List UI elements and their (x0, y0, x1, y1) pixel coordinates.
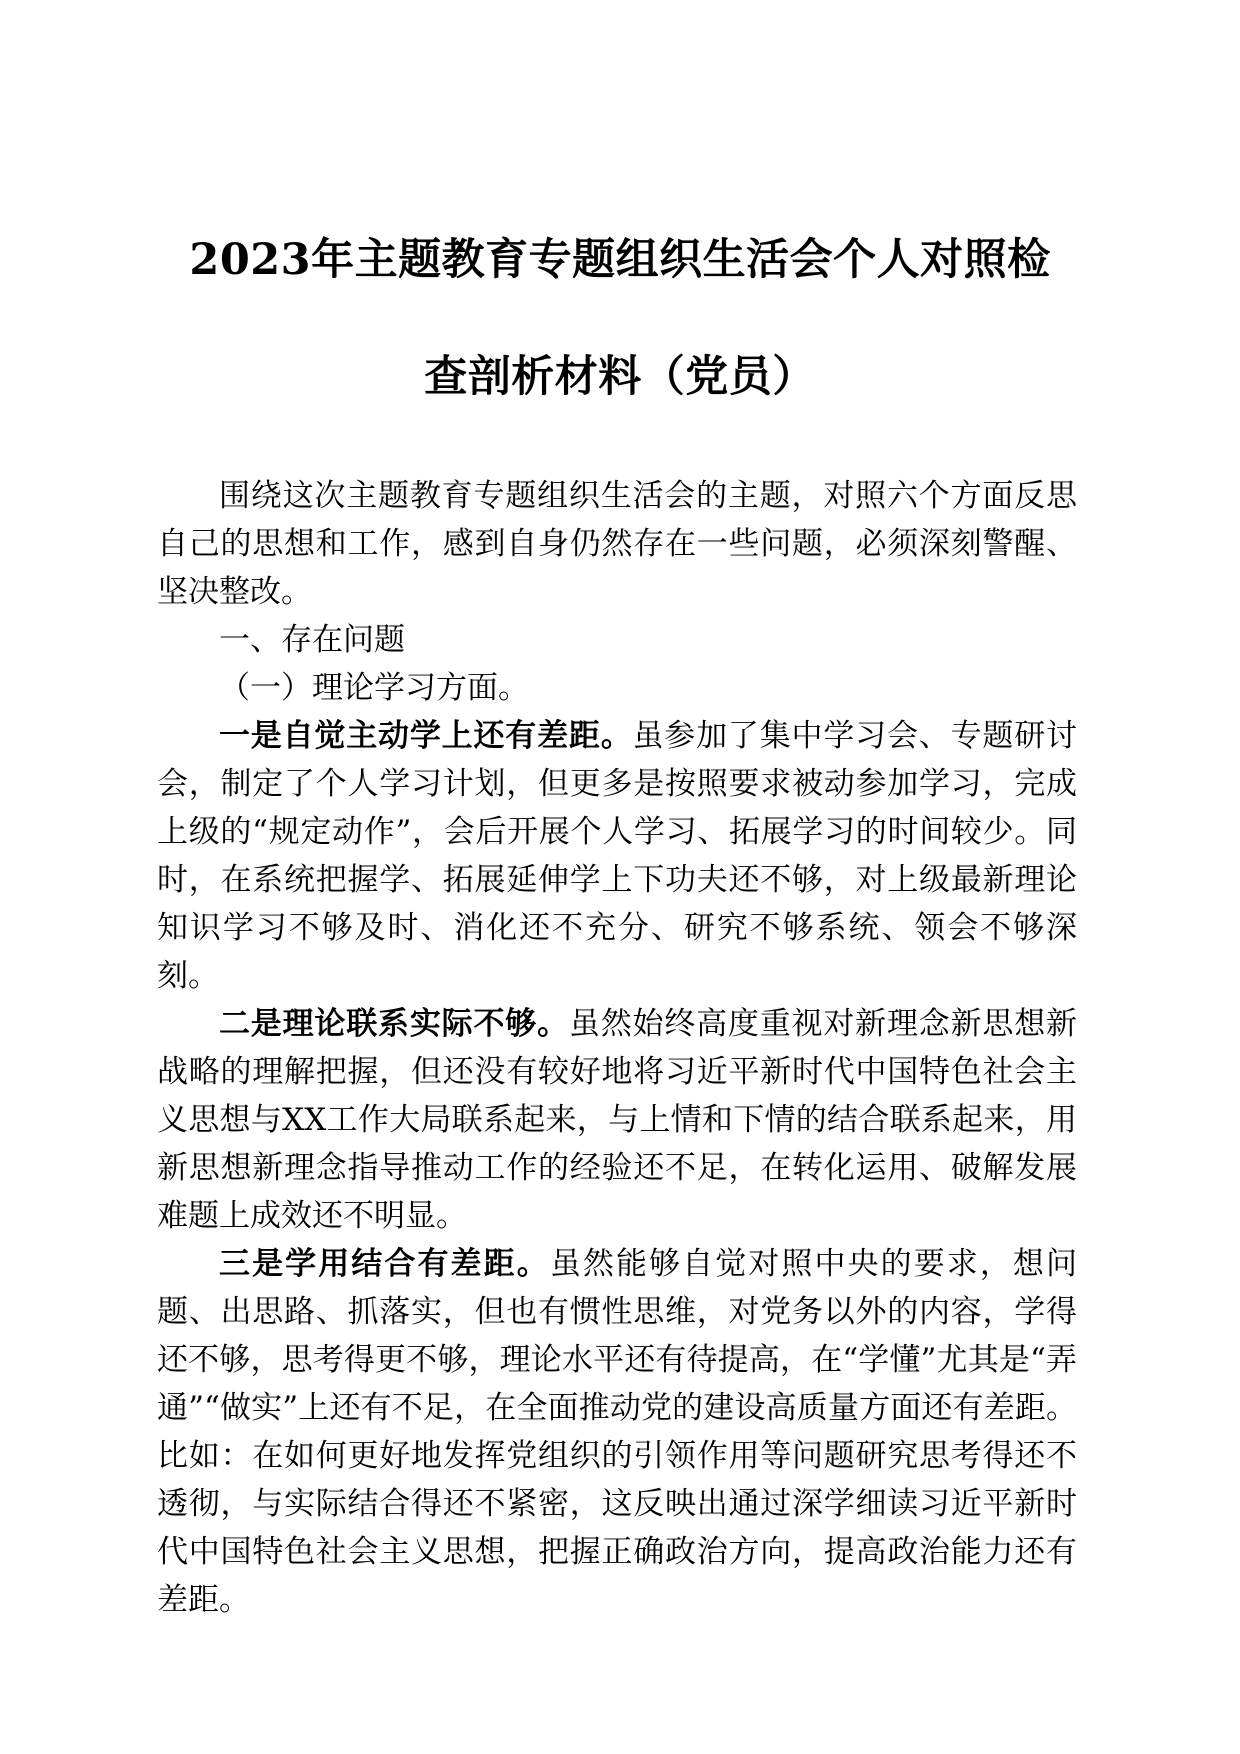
section-heading: 一、存在问题 (219, 622, 405, 658)
item-paragraph-3 (157, 1240, 1077, 1624)
document-title-line-2: 查剖析材料（党员） (424, 352, 816, 402)
item-paragraph-1 (157, 712, 1077, 1000)
item-paragraph-2 (157, 1000, 1077, 1240)
item-text-1: 虽参加了集中学习会、专题研讨会，制定了个人学习计划，但更多是按照要求被动参加学习，完成上级的“规定动作”，会后开展个人学习、拓展学习的时间较少。同时，在系统把握学、拓展延伸学上下功夫还不够，对上级最新理论知识学习不够及时、消化还不充分、研究不够系统、领会不够深刻。 (157, 718, 1077, 994)
intro-paragraph: 围绕这次主题教育专题组织生活会的主题，对照六个方面反思自己的思想和工作，感到自身仍然存在一些问题，必须深刻警醒、坚决整改。 (157, 478, 1077, 610)
item-lead-3: 三是学用结合有差距。 (219, 1246, 550, 1282)
item-lead-1: 一是自觉主动学上还有差距。 (219, 718, 633, 754)
subsection-heading: （一）理论学习方面。 (219, 670, 529, 706)
document-title-line-1: 2023年主题教育专题组织生活会个人对照检 (189, 235, 1051, 285)
document-body (157, 472, 1077, 1624)
item-lead-2: 二是理论联系实际不够。 (219, 1006, 569, 1042)
item-text-2: 虽然始终高度重视对新理念新思想新战略的理解把握，但还没有较好地将习近平新时代中国特色社会主义思想与XX工作大局联系起来，与上情和下情的结合联系起来，用新思想新理念指导推动工作的经验还不足，在转化运用、破解发展难题上成效还不明显。 (157, 1006, 1078, 1234)
item-text-3: 虽然能够自觉对照中央的要求，想问题、出思路、抓落实，但也有惯性思维，对党务以外的内容，学得还不够，思考得更不够，理论水平还有待提高，在“学懂”尤其是“弄通”“做实”上还有不足，在全面推动党的建设高质量方面还有差距。比如：在如何更好地发挥党组织的引领作用等问题研究思考得还不透彻，与实际结合得还不紧密，这反映出通过深学细读习近平新时代中国特色社会主义思想，把握正确政治方向，提高政治能力还有差距。 (157, 1246, 1078, 1618)
